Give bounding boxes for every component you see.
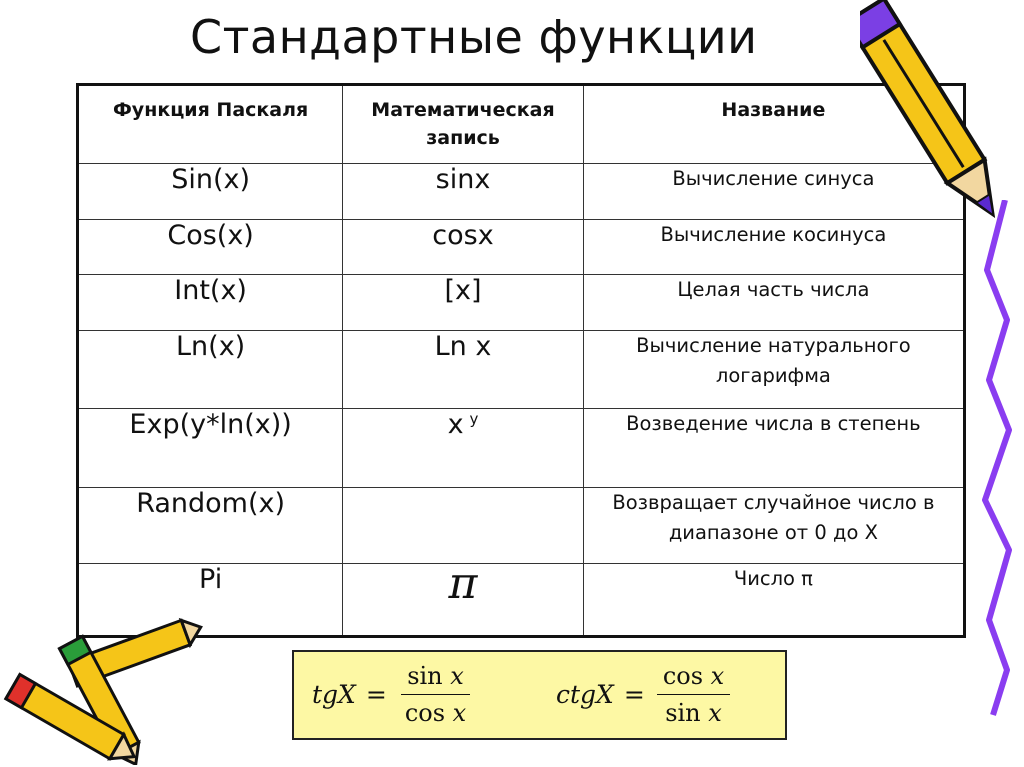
table-row — [78, 564, 965, 637]
math-notation: cosx — [343, 220, 584, 275]
trig-formulas-box — [292, 650, 787, 740]
header-pascal: Функция Паскаля — [78, 85, 343, 164]
math-notation: [x] — [343, 275, 584, 331]
equals-sign: = — [623, 680, 645, 709]
table-row — [78, 220, 965, 275]
function-name: Число π — [583, 564, 964, 637]
function-name: Возведение числа в степень — [583, 409, 964, 488]
numerator: cos x — [657, 662, 730, 695]
function-name: Возвращает случайное число в диапазоне от 0 до X — [583, 488, 964, 564]
ribbon-decoration — [975, 200, 1024, 720]
math-notation — [343, 558, 584, 637]
pascal-function: Pi — [78, 564, 343, 637]
pencils-icon — [0, 615, 210, 765]
power-exponent: y — [469, 410, 479, 428]
table-header-row — [78, 85, 965, 164]
power-base: x — [447, 409, 464, 440]
function-name: Вычисление синуса — [583, 164, 964, 220]
functions-table — [76, 83, 966, 638]
math-notation: sinx — [343, 164, 584, 220]
math-notation — [343, 488, 584, 564]
pascal-function: Ln(x) — [78, 331, 343, 409]
table-row — [78, 331, 965, 409]
denominator: cos x — [404, 699, 467, 727]
formula-lhs: ctgX — [556, 680, 614, 709]
pascal-function: Exp(y*ln(x)) — [78, 409, 343, 488]
table-row — [78, 409, 965, 488]
pascal-function: Int(x) — [78, 275, 343, 331]
cotangent-formula — [556, 662, 730, 727]
page-title: Стандартные функции — [190, 10, 758, 64]
equals-sign: = — [365, 680, 387, 709]
table-row — [78, 164, 965, 220]
fraction — [399, 662, 472, 727]
table-row — [78, 488, 965, 564]
formula-lhs: tgX — [312, 680, 356, 709]
pascal-function: Sin(x) — [78, 164, 343, 220]
function-name: Целая часть числа — [583, 275, 964, 331]
header-name: Название — [583, 85, 964, 164]
math-notation — [343, 409, 584, 488]
header-math: Математическая запись — [343, 85, 584, 164]
function-name: Вычисление натурального логарифма — [583, 331, 964, 409]
table-row — [78, 275, 965, 331]
numerator: sin x — [401, 662, 470, 695]
pascal-function: Cos(x) — [78, 220, 343, 275]
math-notation: Ln x — [343, 331, 584, 409]
pascal-function: Random(x) — [78, 488, 343, 564]
tangent-formula — [312, 662, 472, 727]
fraction — [657, 662, 730, 727]
denominator: sin x — [665, 699, 722, 727]
function-name: Вычисление косинуса — [583, 220, 964, 275]
pi-symbol: π — [448, 558, 478, 609]
